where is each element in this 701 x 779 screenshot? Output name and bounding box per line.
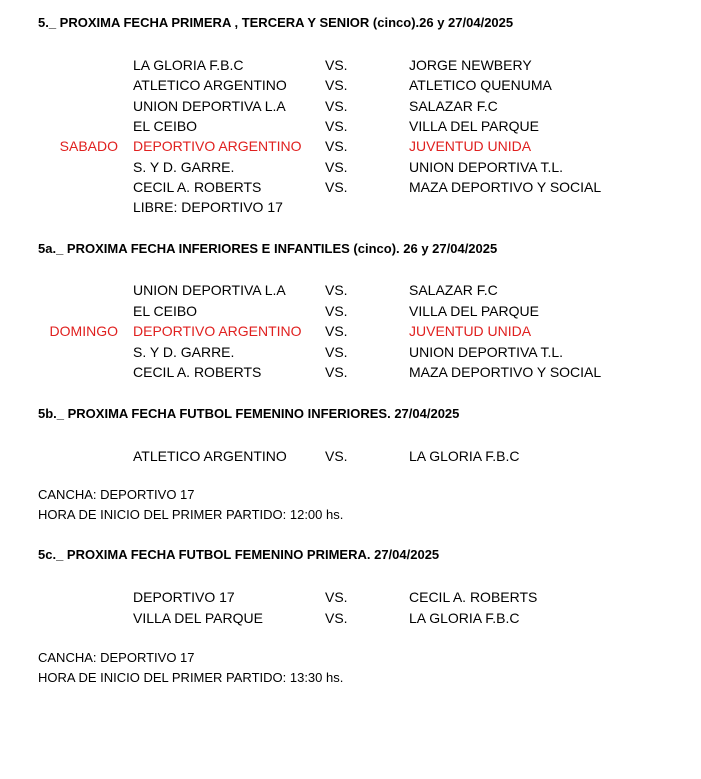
match-row	[0, 96, 701, 116]
home-team: ATLETICO ARGENTINO	[133, 77, 287, 94]
versus-label: VS.	[325, 448, 348, 464]
away-team: CECIL A. ROBERTS	[409, 589, 538, 605]
match-row	[0, 362, 701, 382]
match-row	[0, 301, 701, 321]
versus-label: VS.	[325, 138, 348, 155]
home-team: EL CEIBO	[133, 117, 198, 134]
away-team: JUVENTUD UNIDA	[409, 323, 532, 339]
match-row	[0, 55, 701, 75]
match-row	[0, 116, 701, 136]
venue-note: CANCHA: DEPORTIVO 17	[38, 487, 195, 502]
home-team: DEPORTIVO ARGENTINO	[133, 323, 302, 339]
versus-label: VS.	[325, 117, 348, 134]
match-row	[0, 280, 701, 300]
away-team: MAZA DEPORTIVO Y SOCIAL	[409, 364, 602, 380]
away-team: VILLA DEL PARQUE	[409, 117, 539, 134]
away-team: UNION DEPORTIVA T.L.	[409, 343, 564, 360]
match-row	[0, 321, 701, 341]
versus-label: VS.	[325, 97, 348, 114]
home-team: EL CEIBO	[133, 302, 198, 319]
venue-note: CANCHA: DEPORTIVO 17	[38, 650, 195, 665]
away-team: MAZA DEPORTIVO Y SOCIAL	[409, 178, 602, 195]
match-day: DOMINGO	[49, 323, 118, 339]
versus-label: VS.	[325, 609, 348, 626]
home-team: UNION DEPORTIVA L.A	[133, 97, 286, 114]
away-team: LA GLORIA F.B.C	[409, 609, 520, 626]
home-team: DEPORTIVO 17	[133, 589, 235, 605]
home-team: LA GLORIA F.B.C	[133, 57, 244, 73]
away-team: LA GLORIA F.B.C	[409, 448, 520, 464]
match-day: SABADO	[59, 138, 118, 155]
match-row	[0, 136, 701, 156]
start-time-note: HORA DE INICIO DEL PRIMER PARTIDO: 12:00 hs.	[38, 507, 344, 522]
versus-label: VS.	[325, 158, 348, 175]
match-row	[0, 197, 701, 217]
section-heading: 5b._ PROXIMA FECHA FUTBOL FEMENINO INFERIORES. 27/04/2025	[38, 406, 460, 421]
match-row	[0, 75, 701, 95]
match-row	[0, 587, 701, 607]
match-row	[0, 157, 701, 177]
start-time-note: HORA DE INICIO DEL PRIMER PARTIDO: 13:30 hs.	[38, 670, 344, 685]
away-team: SALAZAR F.C	[409, 97, 498, 114]
versus-label: VS.	[325, 323, 348, 339]
home-team: UNION DEPORTIVA L.A	[133, 282, 286, 298]
away-team: JUVENTUD UNIDA	[409, 138, 532, 155]
versus-label: VS.	[325, 282, 348, 298]
match-row	[0, 342, 701, 362]
versus-label: VS.	[325, 77, 348, 94]
away-team: ATLETICO QUENUMA	[409, 77, 552, 94]
home-team: VILLA DEL PARQUE	[133, 609, 263, 626]
match-row	[0, 177, 701, 197]
match-row	[0, 608, 701, 628]
away-team: SALAZAR F.C	[409, 282, 498, 298]
away-team: UNION DEPORTIVA T.L.	[409, 158, 564, 175]
versus-label: VS.	[325, 57, 348, 73]
section-heading: 5._ PROXIMA FECHA PRIMERA , TERCERA Y SENIOR (cinco).26 y 27/04/2025	[38, 15, 514, 30]
home-team: S. Y D. GARRE.	[133, 343, 235, 360]
versus-label: VS.	[325, 343, 348, 360]
match-row	[0, 446, 701, 466]
versus-label: VS.	[325, 178, 348, 195]
home-team: CECIL A. ROBERTS	[133, 364, 262, 380]
away-team: JORGE NEWBERY	[409, 57, 532, 73]
home-team: ATLETICO ARGENTINO	[133, 448, 287, 464]
home-team: DEPORTIVO ARGENTINO	[133, 138, 302, 155]
section-heading: 5c._ PROXIMA FECHA FUTBOL FEMENINO PRIMERA. 27/04/2025	[38, 547, 440, 562]
home-team: LIBRE: DEPORTIVO 17	[133, 199, 283, 216]
away-team: VILLA DEL PARQUE	[409, 302, 539, 319]
home-team: CECIL A. ROBERTS	[133, 178, 262, 195]
section-heading: 5a._ PROXIMA FECHA INFERIORES E INFANTILES (cinco). 26 y 27/04/2025	[38, 241, 498, 256]
versus-label: VS.	[325, 589, 348, 605]
home-team: S. Y D. GARRE.	[133, 158, 235, 175]
versus-label: VS.	[325, 364, 348, 380]
versus-label: VS.	[325, 302, 348, 319]
